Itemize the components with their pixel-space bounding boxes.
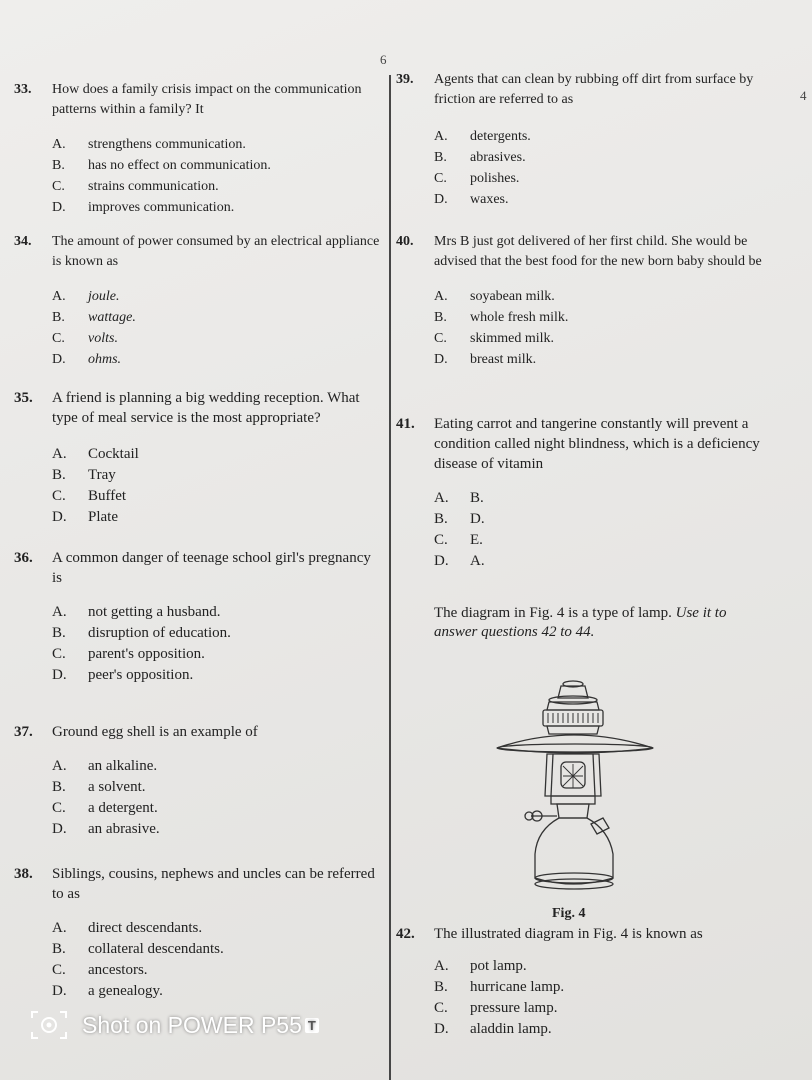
question-text: How does a family crisis impact on the communication patterns within a family? It	[52, 82, 362, 117]
column-divider	[389, 75, 391, 1080]
question-number: 38.	[14, 866, 33, 882]
option-b: B. whole fresh milk.	[434, 310, 569, 325]
option-b: B. has no effect on communication.	[52, 158, 271, 173]
option-b: B. D.	[434, 511, 485, 527]
question-36	[14, 548, 380, 686]
option-d: D. aladdin lamp.	[434, 1021, 552, 1037]
option-d: D. breast milk.	[434, 352, 537, 367]
instruction-text: The diagram in Fig. 4 is a type of lamp.	[434, 605, 672, 621]
option-c: C. skimmed milk.	[434, 331, 554, 346]
option-b: B. collateral descendants.	[52, 941, 224, 957]
option-a: A. not getting a husband.	[52, 604, 221, 620]
question-text: Siblings, cousins, nephews and uncles can be referred to as	[52, 866, 375, 902]
question-text: Agents that can clean by rubbing off dirt from surface by friction are referred to as	[434, 72, 754, 107]
question-39	[396, 70, 762, 210]
question-text: A common danger of teenage school girl's pregnancy is	[52, 550, 371, 586]
option-b: B. wattage.	[52, 310, 136, 325]
question-35	[14, 388, 380, 528]
question-text: Eating carrot and tangerine constantly will prevent a condition called night blindness, which is a deficiency disease of vitamin	[434, 416, 760, 472]
question-42	[396, 924, 762, 1040]
option-d: D. improves communication.	[52, 200, 235, 215]
question-40	[396, 232, 762, 370]
question-38	[14, 864, 380, 1002]
option-a: A. soyabean milk.	[434, 289, 555, 304]
question-number: 33.	[14, 82, 32, 97]
option-a: A. pot lamp.	[434, 958, 527, 974]
question-37	[14, 722, 380, 840]
option-a: A. an alkaline.	[52, 758, 158, 774]
question-41	[396, 414, 762, 572]
option-a: A. strengthens communication.	[52, 137, 246, 152]
question-text: Ground egg shell is an example of	[52, 724, 258, 740]
question-number: 39.	[396, 72, 414, 87]
question-number: 41.	[396, 416, 415, 432]
question-number: 42.	[396, 926, 415, 942]
question-number: 36.	[14, 550, 33, 566]
option-d: D. an abrasive.	[52, 821, 160, 837]
question-text: A friend is planning a big wedding reception. What type of meal service is the most appropriate?	[52, 390, 360, 426]
page-number: 6	[380, 52, 387, 67]
option-d: D. ohms.	[52, 352, 122, 367]
option-c: C. a detergent.	[52, 800, 158, 816]
question-text: The illustrated diagram in Fig. 4 is known as	[434, 926, 703, 942]
edge-number: 4	[800, 88, 807, 103]
watermark-text: Shot on POWER P55	[82, 1011, 302, 1038]
option-c: C. ancestors.	[52, 962, 148, 978]
question-number: 34.	[14, 234, 32, 249]
question-number: 37.	[14, 724, 33, 740]
option-c: C. E.	[434, 532, 483, 548]
figure-caption: Fig. 4	[552, 906, 586, 921]
watermark-badge: T	[305, 1018, 319, 1033]
option-d: D. Plate	[52, 509, 118, 525]
option-d: D. peer's opposition.	[52, 667, 194, 683]
option-a: A. B.	[434, 490, 484, 506]
option-b: B. disruption of education.	[52, 625, 231, 641]
option-c: C. parent's opposition.	[52, 646, 205, 662]
instruction-italic: Use it to answer questions 42 to 44.	[434, 605, 727, 640]
option-a: A. joule.	[52, 289, 120, 304]
question-33	[14, 80, 380, 218]
camera-lens-icon	[30, 1010, 68, 1040]
camera-watermark	[30, 1010, 319, 1040]
option-b: B. Tray	[52, 467, 116, 483]
option-d: D. waxes.	[434, 192, 509, 207]
option-d: D. A.	[434, 553, 485, 569]
option-b: B. a solvent.	[52, 779, 146, 795]
option-c: C. volts.	[52, 331, 118, 346]
option-a: A. direct descendants.	[52, 920, 203, 936]
option-c: C. Buffet	[52, 488, 127, 504]
question-number: 40.	[396, 234, 414, 249]
pressure-lamp-illustration	[491, 678, 661, 894]
question-number: 35.	[14, 390, 33, 406]
figure-instruction	[434, 604, 764, 642]
option-c: C. pressure lamp.	[434, 1000, 558, 1016]
question-34	[14, 232, 380, 370]
option-a: A. Cocktail	[52, 446, 139, 462]
option-a: A. detergents.	[434, 129, 531, 144]
option-c: C. polishes.	[434, 171, 520, 186]
question-text: The amount of power consumed by an electrical appliance is known as	[52, 234, 380, 269]
question-text: Mrs B just got delivered of her first child. She would be advised that the best food for the new born baby should be	[434, 234, 762, 269]
option-c: C. strains communication.	[52, 179, 219, 194]
option-b: B. hurricane lamp.	[434, 979, 565, 995]
option-b: B. abrasives.	[434, 150, 526, 165]
option-d: D. a genealogy.	[52, 983, 163, 999]
